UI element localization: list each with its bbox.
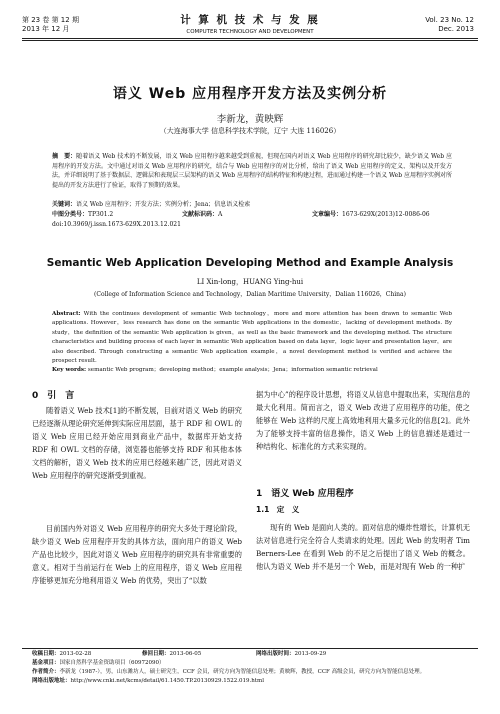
- section-0-heading: 0 引 言: [32, 391, 75, 401]
- abstract-cn-label: 摘 要：: [52, 153, 77, 160]
- header-rule-bottom: [22, 40, 478, 41]
- received-label: 收稿日期：: [32, 651, 60, 657]
- header-date-cn: 2013 年 12 月: [22, 25, 70, 33]
- authors-cn: 李新龙，黄映辉: [216, 114, 284, 125]
- classification-value: TP301.2: [88, 211, 114, 218]
- footnote-author: [32, 668, 472, 677]
- doc-code-value: A: [218, 211, 223, 218]
- author-bio-label: 作者简介：: [32, 669, 60, 675]
- footnote-rule: [22, 648, 478, 649]
- revised-date: 2013-06-05: [169, 651, 202, 657]
- journal-title-cn: 计 算 机 技 术 与 发 展: [180, 14, 320, 26]
- header-issue-cn: 第 23 卷 第 12 期: [22, 16, 79, 24]
- url-text: http://www.cnki.net/kcms/detail/61.1450.TP.20130929.1522.019.html: [70, 678, 264, 684]
- doi: doi:10.3969/j.issn.1673-629X.2013.12.021: [52, 221, 181, 228]
- journal-title-en: COMPUTER TECHNOLOGY AND DEVELOPMENT: [186, 29, 314, 35]
- footnote-url: [32, 677, 472, 686]
- affiliation-cn: （大连海事大学 信息科学技术学院，辽宁 大连 116026）: [159, 127, 341, 135]
- keywords-cn-label: 关键词：: [52, 201, 77, 208]
- online-label: 网络出版时间：: [256, 651, 295, 657]
- section-0-para-1: 随着语义 Web 技术[1]的不断发展，目前对语义 Web 的研究已经逐渐从理论研究延伸到实际应用层面，基于 RDF 和 OWL 的语义 Web 应用已经开始应用到商业产品中，数据库开始支持 RDF 和 OWL 文档的存储，浏览器也能够支持 RDF 和其他本体文档的解析，语义 Web 技术的应用已经越来越广泛，因此对语义 Web 应用程序的研究逐渐受到重视。: [32, 406, 242, 480]
- header-rule-top: [22, 38, 478, 39]
- footnote: [32, 650, 472, 686]
- url-label: 网络出版地址：: [32, 678, 71, 684]
- keywords-cn-text: 语义 Web 应用程序；开发方法；实例分析；Jena；信息语义检索: [76, 201, 251, 208]
- footnote-dates: [32, 650, 472, 659]
- abstract-en-text: With the continues development of semantic Web technology，more and more attention has been drawn to semantic Web applications. However，less research has done on the semantic Web applications in the domestic，lacking of development methods. By study，the definition of the semantic Web application is given，as well as the basic framework and the developing method. The structure characteristics and building process of each layer in semantic Web application based on data layer，logic layer and presentation layer，are also described. Through constructing a semantic Web application example，a novel development method is verified and achieve the prospect result.: [52, 311, 452, 365]
- abstract-en-label: Abstract:: [52, 311, 81, 317]
- keywords-en-label: Key words:: [52, 367, 87, 373]
- classification-label: 中图分类号：: [52, 211, 89, 218]
- section-0-para-2: 目前国内外对语义 Web 应用程序的研究大多处于理论阶段，缺少语义 Web 应用程序开发的具体方法，面向用户的语义 Web 产品也比较少，因此对语义 Web 应用程序的研究具有非常重要的意义。相对于当前运行在 Web 上的应用程序，语义 Web 应用程序能够更加充分地利用语义 Web 的优势，突出了“以数: [32, 524, 242, 585]
- abstract-en: [52, 310, 452, 366]
- keywords-en: [52, 366, 452, 376]
- keywords-en-text: semantic Web program；developing method；example analysis；Jena；information semantic retrieval: [87, 367, 378, 373]
- abstract-cn-text: 随着语义 Web 技术的不断发展，语义 Web 应用程序越来越受到重视，但现在国内对语义 Web 应用程序的研究却比较少，缺少语义 Web 应用程序的开发方法。文中通过对语义 Web 应用程序的研究，结合与 Web 应用程序的对比分析，给出了语义 Web 应用程序的定义、架构以及开发方法，并详细说明了基于数据层、逻辑层和表现层三层架构的语义 Web 应用程序的结构特征和构建过程，进而通过构建一个语义 Web 应用程序实例对所提出的开发方法进行了验证，取得了预期的效果。: [52, 153, 452, 189]
- header-issue-en: Vol. 23 No. 12: [425, 16, 474, 24]
- author-bio-text: 李新龙（1987-），男，山东潍坊人，硕士研究生，CCF 会员，研究方向为智能信息处理；黄映辉，教授，CCF 高级会员，研究方向为智能信息处理。: [59, 669, 426, 675]
- header-date-en: Dec. 2013: [438, 25, 474, 33]
- affiliation-en: (College of Information Science and Technology，Dalian Maritime University，Dalian 116026，China): [94, 291, 406, 298]
- fund-text: 国家自然科学基金资助项目（60972090）: [59, 660, 165, 666]
- paper-title-en: Semantic Web Application Developing Method and Example Analysis: [46, 257, 454, 269]
- keywords-cn: [52, 200, 452, 210]
- article-no-value: 1673-629X(2013)12-0086-06: [342, 211, 430, 218]
- section-1-heading: 1 语义 Web 应用程序: [256, 489, 354, 499]
- received-date: 2013-02-28: [59, 651, 92, 657]
- authors-en: LI Xin-long，HUANG Ying-hui: [196, 278, 304, 286]
- fund-label: 基金项目：: [32, 660, 60, 666]
- header-volume-block: [425, 16, 474, 34]
- article-no-label: 文章编号：: [312, 211, 343, 218]
- revised-label: 修回日期：: [142, 651, 170, 657]
- footnote-fund: [32, 659, 472, 668]
- section-1-1-para: 现有的 Web 是面向人类的。面对信息的爆炸性增长，计算机无法对信息进行完全符合人类请求的处理。因此 Web 的发明者 Tim Berners-Lee 在看到 Web 的不足之后提出了语义 Web 的概念。他认为语义 Web 并不是另一个 Web，而是对现有 Web 的一种扩: [256, 523, 470, 571]
- section-0-col2-para: 据为中心”的程序设计思想，将语义从信息中提取出来，实现信息的最大化利用。简而言之，语义 Web 改进了应用程序的功能，使之能够在 Web 这样的尺度上高效地利用大量多元化的信息[2]。此外为了能够支持丰富的信息操作，语义 Web 上的信息描述是通过一种结构化、标准化的方式来实现的。: [256, 390, 470, 451]
- doc-code-label: 文献标识码：: [182, 211, 219, 218]
- abstract-cn: [52, 152, 452, 190]
- classification-row: [52, 210, 452, 220]
- online-date: 2013-09-29: [294, 651, 327, 657]
- paper-title-cn: 语义 Web 应用程序开发方法及实例分析: [112, 86, 388, 102]
- section-1-1-heading: 1.1 定 义: [256, 505, 300, 514]
